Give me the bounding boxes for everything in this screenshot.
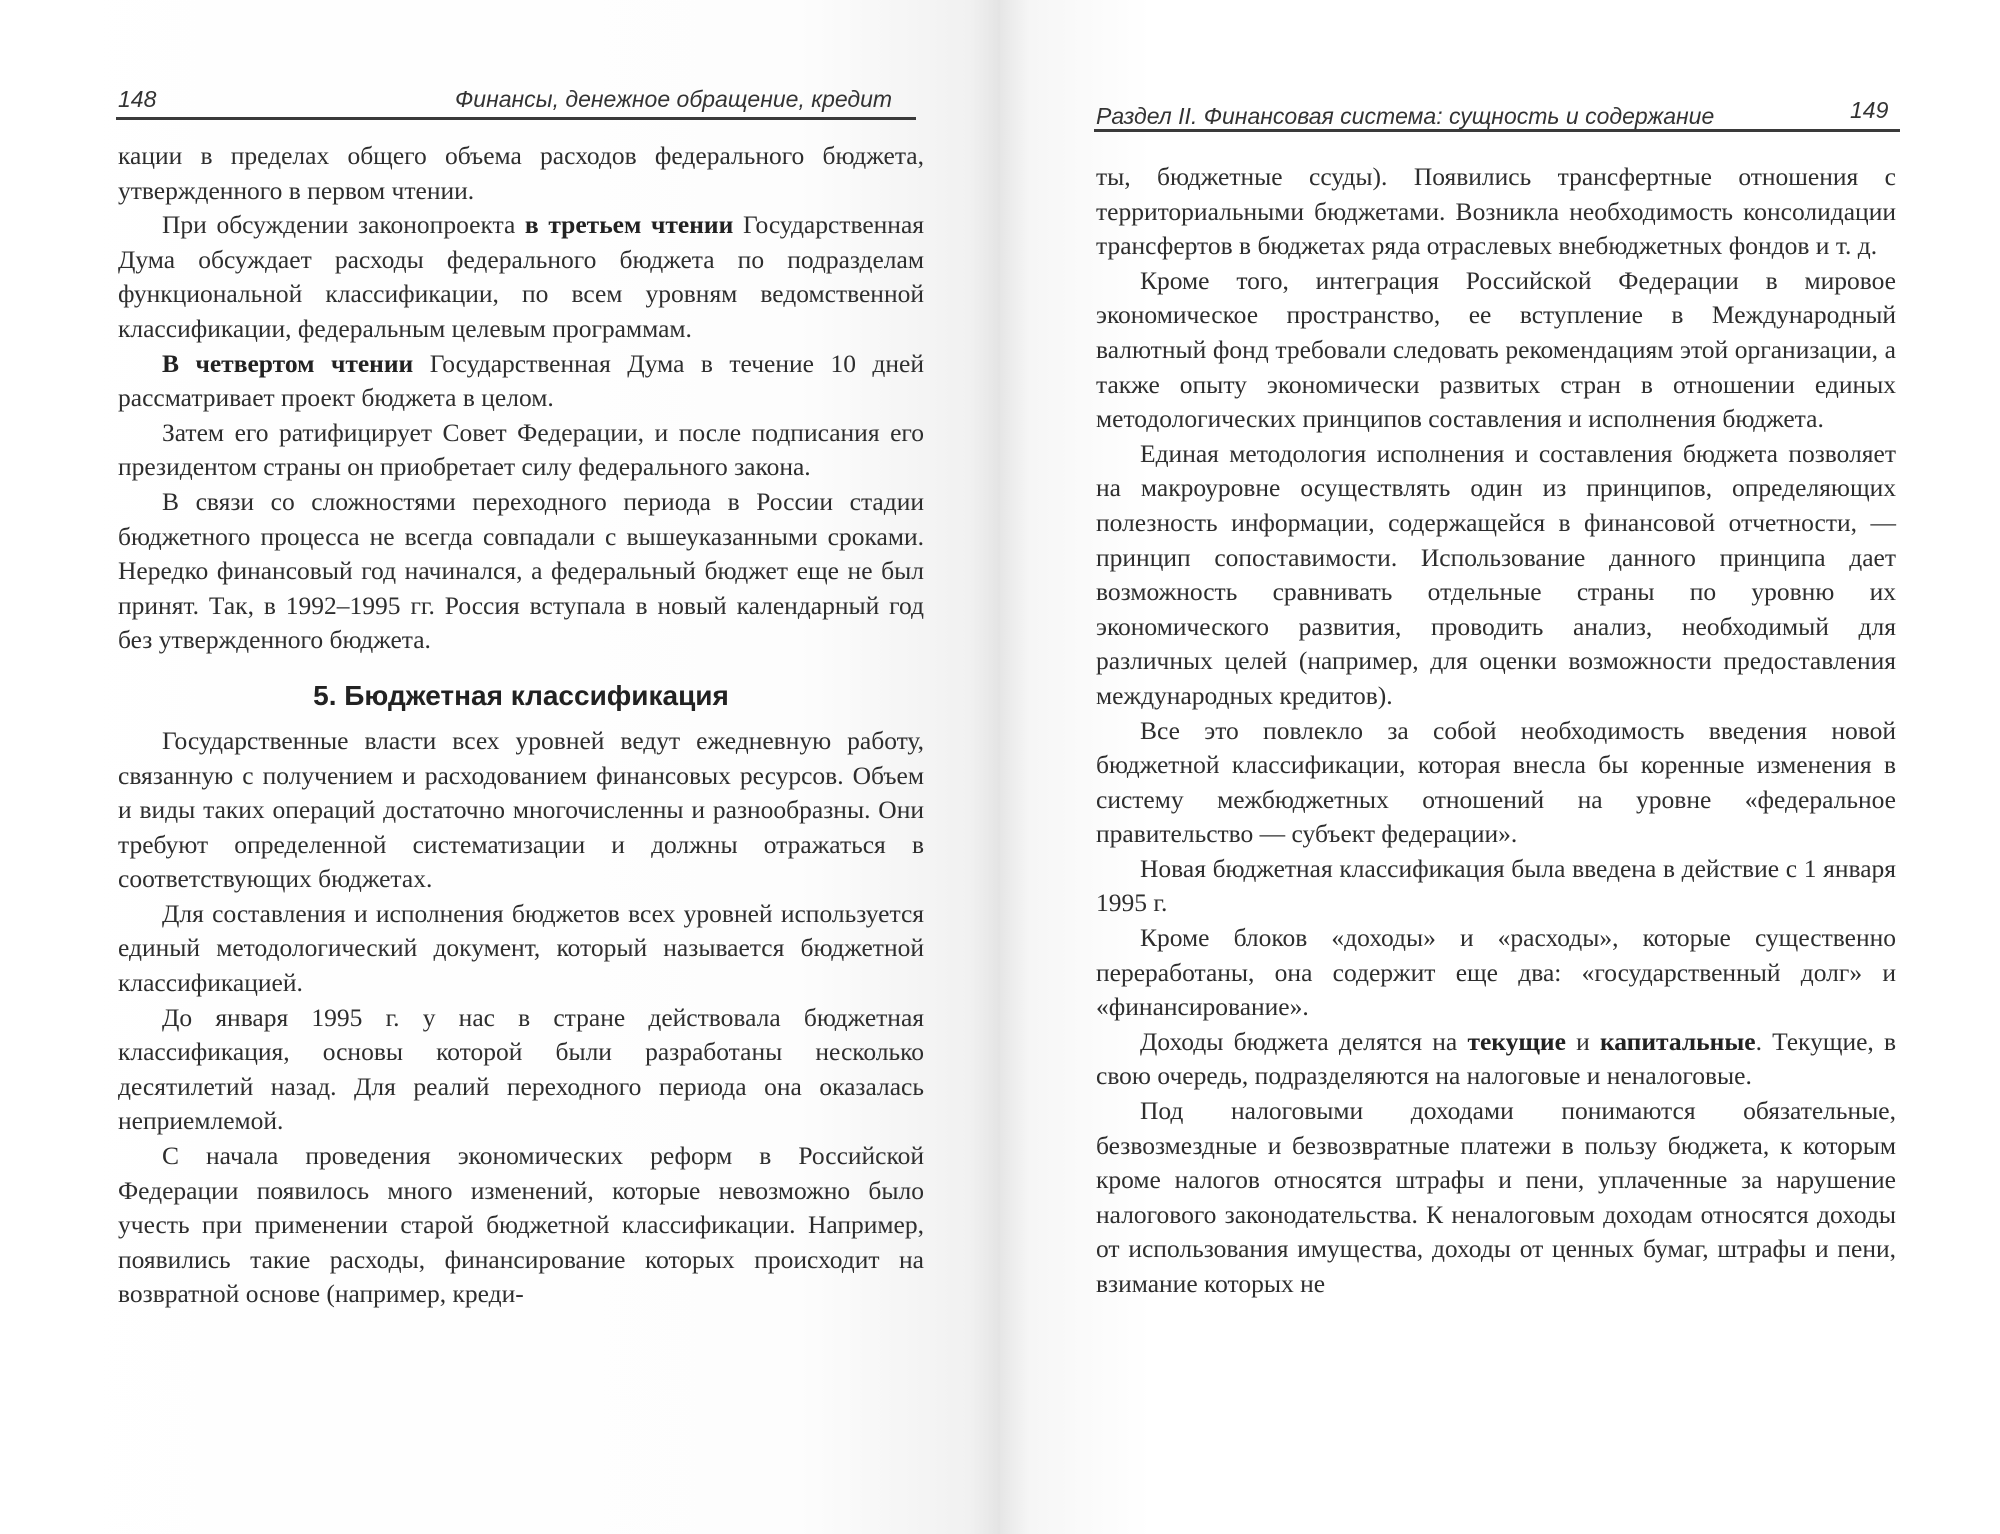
right-p7-and: и [1576, 1026, 1590, 1056]
left-paragraph-5: В связи со сложностями переходного периода в России стадии бюджетного процесса не всегда совпадали с вышеуказанными сроками. Нередко финансовый год начинался, а федеральный бюджет еще не был принят. Так, в 1992–1995 гг. Россия вступала в новый календарный год без утвержденного бюджета. [118, 486, 924, 655]
left-page-body [118, 139, 924, 1312]
left-paragraph-2 [118, 208, 924, 346]
left-paragraph-4: Затем его ратифицирует Совет Федерации, и после подписания его президентом страны он приобретает силу федерального закона. [118, 417, 924, 482]
left-p3-bold: В четвертом чтении [162, 348, 414, 378]
section-heading: 5. Бюджетная классификация [313, 679, 729, 711]
left-running-head: Финансы, денежное обращение, кредит [455, 86, 893, 112]
right-paragraph-6: Кроме блоков «доходы» и «расходы», которые существенно переработаны, она содержит еще два: «государственный долг» и «финансирование». [1096, 923, 1896, 1022]
left-paragraph-8: До января 1995 г. у нас в стране действовала бюджетная классификация, основы которой были разработаны несколько десятилетий назад. Для реалий переходного периода она оказалась неприемлемой. [118, 1002, 924, 1136]
left-paragraph-9: С начала проведения экономических реформ в Российской Федерации появилось много изменений, которые невозможно было учесть при применении старой бюджетной классификации. Например, появились такие расходы, финансирование которых происходит на возвратной основе (например, креди- [118, 1141, 924, 1309]
right-paragraph-4: Все это повлекло за собой необходимость введения новой бюджетной классификации, которая внесла бы коренные изменения в систему межбюджетных отношений на уровне «федеральное правительство — субъект федерации». [1096, 715, 1896, 849]
right-p7-rest: . Текущие, в свою очередь, подразделяются на налоговые и неналоговые. [1096, 1026, 1897, 1091]
right-running-head: Раздел II. Финансовая система: сущность и содержание [1096, 103, 1715, 129]
left-header-rule [116, 117, 916, 120]
right-page [1000, 0, 2000, 1534]
right-header-rule [1094, 129, 1900, 132]
left-paragraph-1: кации в пределах общего объема расходов федерального бюджета, утвержденного в первом чтении. [118, 141, 924, 205]
right-paragraph-8: Под налоговыми доходами понимаются обязательные, безвозмездные и безвозвратные платежи в пользу бюджета, к которым кроме налогов относятся штрафы и пени, уплаченные за нарушение налогового законодательства. К неналоговым доходам относятся доходы от использования имущества, доходы от ценных бумаг, штрафы и пени, взимание которых не [1096, 1096, 1896, 1298]
right-p7-lead: Доходы бюджета делятся на [1140, 1026, 1458, 1056]
right-page-number: 149 [1850, 97, 1889, 123]
left-page-number: 148 [118, 86, 157, 112]
left-p2-rest: Государственная Дума обсуждает расходы федерального бюджета по подразделам функциональной классификации, по всем уровням ведомственной классификации, федеральным целевым программам. [118, 210, 925, 343]
right-paragraph-2: Кроме того, интеграция Российской Федерации в мировое экономическое пространство, ее вступление в Международный валютный фонд требовали следовать рекомендациям этой организации, а также опыту экономически развитых стран в отношении единых методологических принципов составления и исполнения бюджета. [1096, 265, 1896, 434]
right-paragraph-7 [1096, 1025, 1896, 1094]
left-p2-lead: При обсуждении законопроекта [162, 210, 516, 240]
left-paragraph-3 [118, 347, 924, 416]
right-paragraph-5: Новая бюджетная классификация была введена в действие с 1 января 1995 г. [1096, 853, 1896, 918]
right-paragraph-1: ты, бюджетные ссуды). Появились трансфертные отношения с территориальными бюджетами. Возникла необходимость консолидации трансфертов в бюджетах ряда отраслевых внебюджетных фондов и т. д. [1096, 162, 1896, 261]
left-paragraph-6: Государственные власти всех уровней ведут ежедневную работу, связанную с получением и расходованием финансовых ресурсов. Объем и виды таких операций достаточно многочисленны и разнообразны. Они требуют определенной систематизации и должны отражаться в соответствующих бюджетах. [118, 725, 924, 894]
left-p2-bold: в третьем чтении [524, 210, 734, 240]
left-p3-rest: Государственная Дума в течение 10 дней рассматривает проект бюджета в целом. [118, 348, 925, 413]
right-page-body [1096, 160, 1896, 1302]
left-paragraph-7: Для составления и исполнения бюджетов всех уровней используется единый методологический документ, который называется бюджетной классификацией. [118, 898, 924, 998]
right-paragraph-3: Единая методология исполнения и составления бюджета позволяет на макроуровне осуществлять один из принципов, определяющих полезность информации, содержащейся в финансовой отчетности, — принцип сопоставимости. Использование данного принципа дает возможность сравнивать отдельные страны по уровню их экономического развития, проводить анализ, необходимый для различных целей (например, для оценки возможности предоставления международных кредитов). [1096, 438, 1896, 710]
right-p7-bold-2: капитальные [1599, 1026, 1756, 1056]
right-p7-bold-1: текущие [1467, 1026, 1566, 1056]
